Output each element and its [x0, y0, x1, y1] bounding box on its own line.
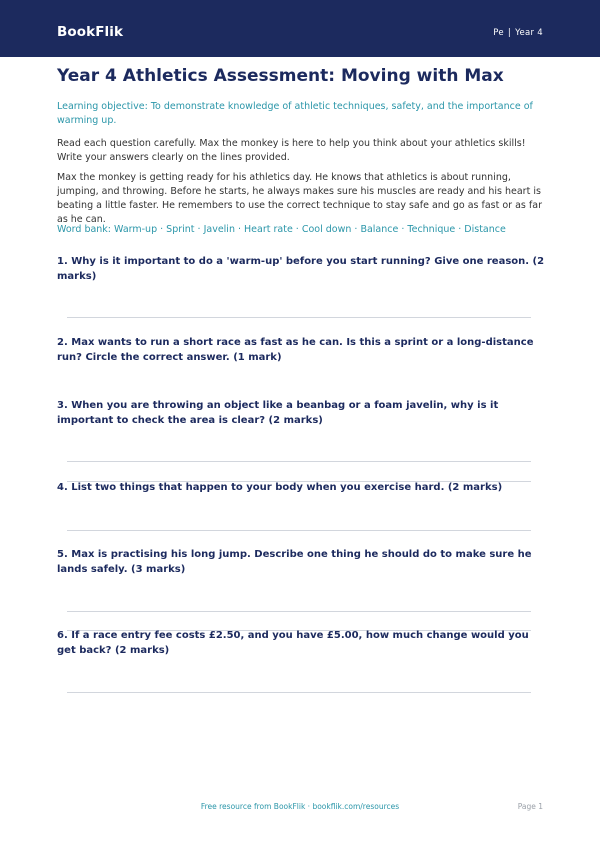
worksheet-title: Year 4 Athletics Assessment: Moving with Max	[57, 66, 504, 86]
question-5: 5. Max is practising his long jump. Describe one thing he should do to make sure he lands safely. (3 marks)	[57, 549, 532, 575]
page-header	[0, 0, 600, 57]
year-label: Year 4	[515, 28, 543, 38]
subject-label: Pe	[493, 28, 504, 38]
question-3: 3. When you are throwing an object like a beanbag or a foam javelin, why is it important to check the area is clear? (2 marks)	[57, 400, 499, 426]
subject-year-label	[493, 28, 543, 38]
question-6: 6. If a race entry fee costs £2.50, and you have £5.00, how much change would you get back? (2 marks)	[57, 630, 529, 656]
brand-logo-text: BookFlik	[57, 24, 124, 40]
page-number: Page 1	[517, 802, 543, 811]
question-2: 2. Max wants to run a short race as fast as he can. Is this a sprint or a long-distance run? Circle the correct answer. (1 mark)	[57, 337, 534, 363]
answer-line[interactable]	[67, 692, 531, 693]
answer-line[interactable]	[67, 611, 531, 612]
answer-line[interactable]	[67, 317, 531, 318]
answer-line[interactable]	[67, 530, 531, 531]
question-4: 4. List two things that happen to your body when you exercise hard. (2 marks)	[57, 482, 503, 493]
instructions-text: Read each question carefully. Max the monkey is here to help you think about your athletics skills! Write your answers clearly on the lines provided.	[57, 138, 526, 163]
footer-text: Free resource from BookFlik · bookflik.com/resources	[200, 802, 400, 811]
word-bank: Word bank: Warm-up · Sprint · Javelin · Heart rate · Cool down · Balance · Technique · Distance	[57, 224, 506, 235]
header-separator: |	[507, 28, 512, 38]
learning-objective: Learning objective: To demonstrate knowledge of athletic techniques, safety, and the importance of warming up.	[57, 101, 533, 126]
story-paragraph: Max the monkey is getting ready for his athletics day. He knows that athletics is about running, jumping, and throwing. Before he starts, he always makes sure his muscles are ready and his heart is beating a little faster. He remembers to use the correct technique to stay safe and go as fast or as far as he can.	[57, 172, 542, 225]
answer-line[interactable]	[67, 461, 531, 462]
question-1: 1. Why is it important to do a 'warm-up' before you start running? Give one reason. (2 marks)	[57, 256, 545, 282]
